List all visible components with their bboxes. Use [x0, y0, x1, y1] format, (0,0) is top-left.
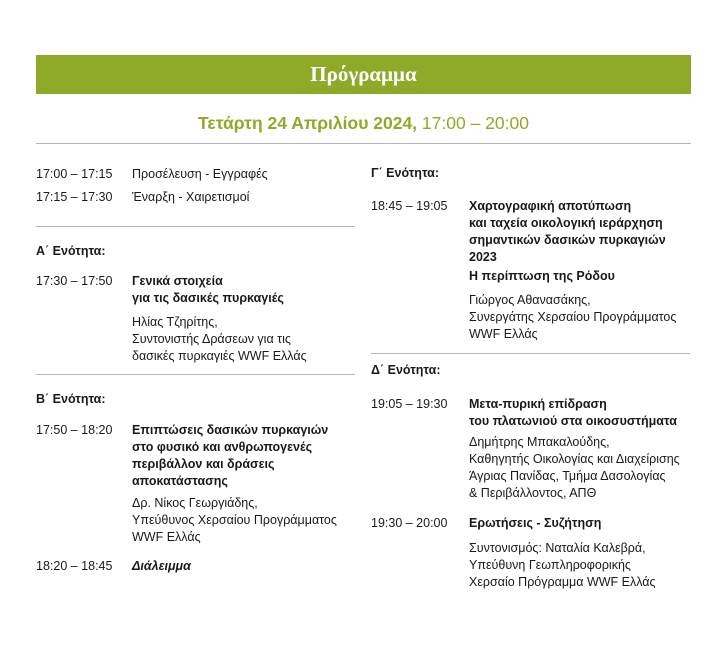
speaker-line: Δημήτρης Μπακαλούδης,	[469, 435, 610, 449]
speaker-line: WWF Ελλάς	[469, 327, 538, 341]
speaker-line: Χερσαίο Πρόγραμμα WWF Ελλάς	[469, 575, 656, 589]
talk-title-line: περιβάλλον και δράσεις	[132, 457, 275, 471]
speaker-line: Άγριας Πανίδας, Τμήμα Δασολογίας	[469, 469, 666, 483]
schedule-time: 19:30 – 20:00	[371, 516, 448, 530]
speaker-line: Υπεύθυνη Γεωπληροφορικής	[469, 558, 631, 572]
section-heading-b: Β΄ Ενότητα:	[36, 392, 106, 406]
talk-title-line: Μετα-πυρική επίδραση	[469, 397, 607, 411]
schedule-time: 17:00 – 17:15	[36, 167, 113, 181]
talk-subtitle: Η περίπτωση της Ρόδου	[469, 269, 615, 283]
section-divider	[371, 353, 690, 354]
speaker-line: Συνεργάτης Χερσαίου Προγράμματος	[469, 310, 677, 324]
page-title: Πρόγραμμα	[310, 62, 417, 86]
speaker-line: & Περιβάλλοντος, ΑΠΘ	[469, 486, 597, 500]
speaker-line: Ηλίας Τζηρίτης,	[132, 315, 218, 329]
schedule-time: 19:05 – 19:30	[371, 397, 448, 411]
speaker-line: WWF Ελλάς	[132, 530, 201, 544]
schedule-text: Έναρξη - Χαιρετισμοί	[132, 190, 250, 204]
event-date-time: 17:00 – 20:00	[421, 113, 529, 133]
left-column	[36, 0, 356, 653]
speaker-line: Συντονισμός: Ναταλία Καλεβρά,	[469, 541, 646, 555]
schedule-text: Προσέλευση - Εγγραφές	[132, 167, 268, 181]
talk-title-line: του πλατωνιού στα οικοσυστήματα	[469, 414, 677, 428]
schedule-time: 17:30 – 17:50	[36, 274, 113, 288]
schedule-text: Διάλειμμα	[132, 559, 191, 573]
speaker-line: Συντονιστής Δράσεων για τις	[132, 332, 291, 346]
talk-title-line: Επιπτώσεις δασικών πυρκαγιών	[132, 423, 329, 437]
schedule-time: 18:45 – 19:05	[371, 199, 448, 213]
section-divider	[36, 374, 355, 375]
right-column	[371, 0, 691, 653]
talk-title-line: αποκατάστασης	[132, 474, 228, 488]
talk-title-line: στο φυσικό και ανθρωπογενές	[132, 440, 313, 454]
speaker-line: Καθηγητής Οικολογίας και Διαχείρισης	[469, 452, 680, 466]
schedule-time: 17:15 – 17:30	[36, 190, 113, 204]
event-date-day: Τετάρτη 24 Απριλίου 2024,	[198, 113, 418, 133]
talk-title-line: 2023	[469, 250, 497, 264]
talk-title-line: σημαντικών δασικών πυρκαγιών	[469, 233, 666, 247]
section-heading-d: Δ΄ Ενότητα:	[371, 363, 441, 377]
talk-title-line: Γενικά στοιχεία	[132, 274, 223, 288]
talk-title-line: Ερωτήσεις - Συζήτηση	[469, 516, 602, 530]
section-divider	[36, 226, 355, 227]
section-heading-a: Α΄ Ενότητα:	[36, 244, 106, 258]
talk-title-line: για τις δασικές πυρκαγιές	[132, 291, 284, 305]
speaker-line: Γιώργος Αθανασάκης,	[469, 293, 591, 307]
speaker-line: Δρ. Νίκος Γεωργιάδης,	[132, 496, 258, 510]
section-heading-c: Γ΄ Ενότητα:	[371, 166, 440, 180]
schedule-time: 18:20 – 18:45	[36, 559, 113, 573]
speaker-line: δασικές πυρκαγιές WWF Ελλάς	[132, 349, 307, 363]
speaker-line: Υπεύθυνος Χερσαίου Προγράμματος	[132, 513, 337, 527]
talk-title-line: και ταχεία οικολογική ιεράρχηση	[469, 216, 663, 230]
schedule-time: 17:50 – 18:20	[36, 423, 113, 437]
talk-title-line: Χαρτογραφική αποτύπωση	[469, 199, 632, 213]
